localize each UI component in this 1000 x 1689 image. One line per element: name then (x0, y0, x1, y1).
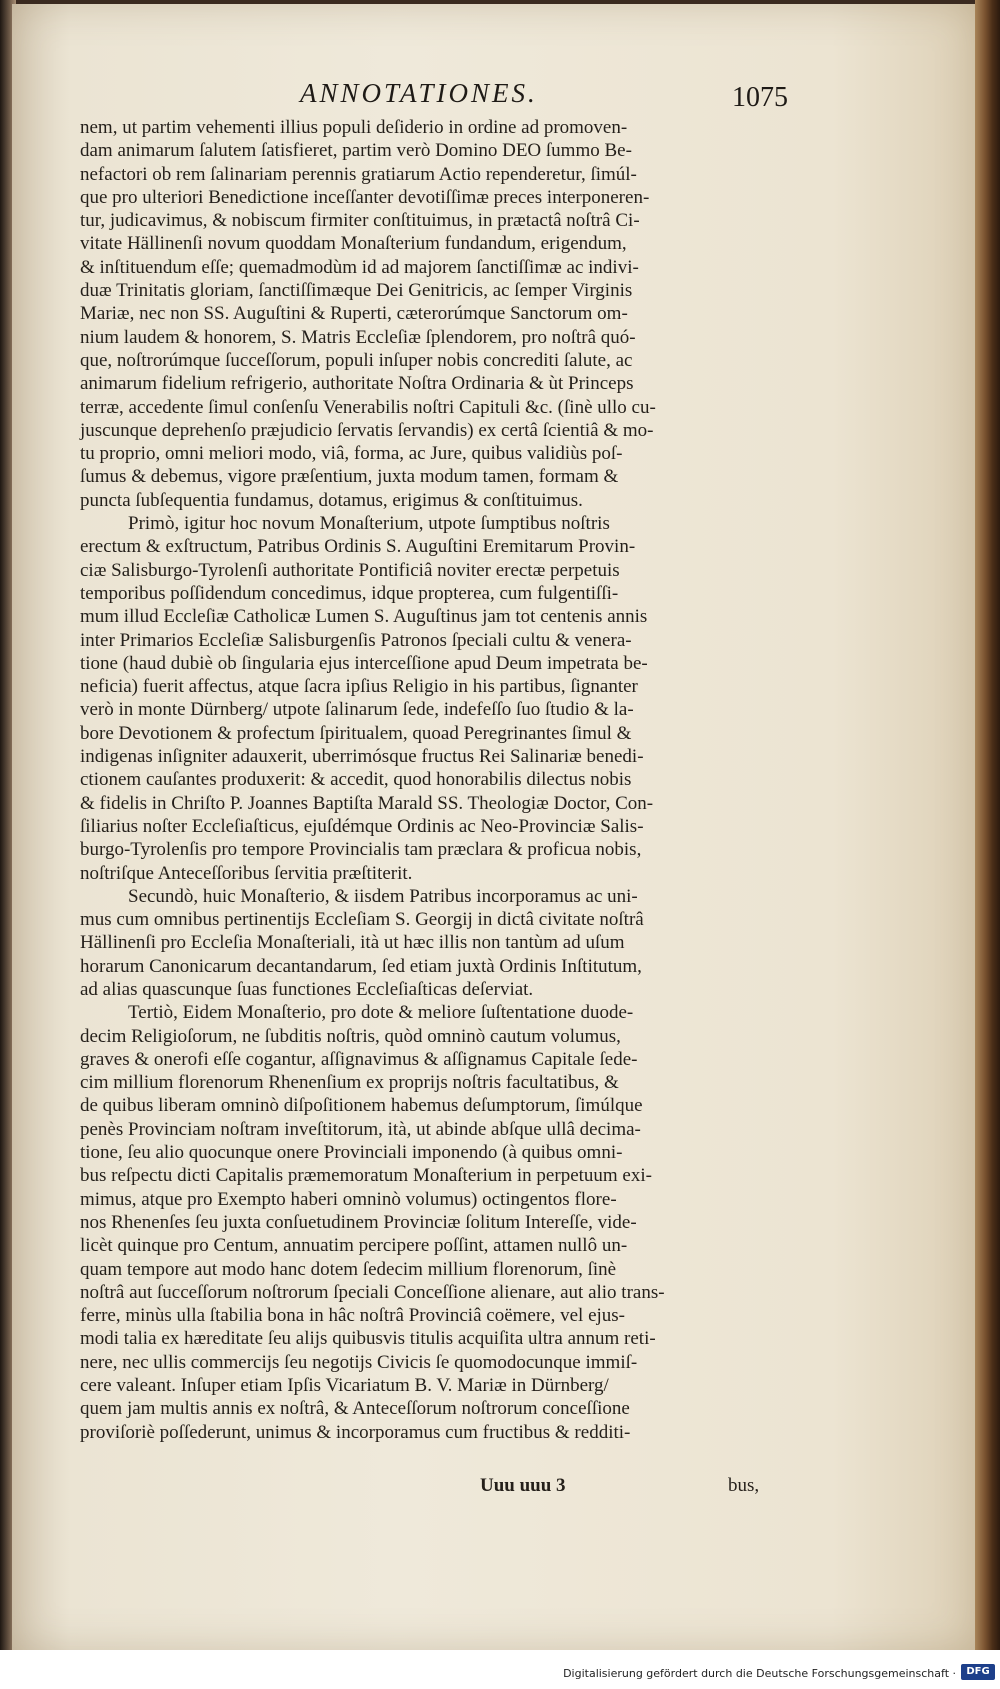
text-line: bore Devotionem & profectum ſpiritualem, quoad Peregrinantes ſimul & (80, 722, 632, 744)
text-line: bus reſpectu dicti Capitalis præmemoratum Monaſterium in perpetuum exi- (80, 1165, 652, 1187)
text-line: Hällinenſi pro Eccleſia Monaſteriali, ità ut hæc illis non tantùm ad uſum (80, 932, 625, 954)
text-line: puncta ſubſequentia fundamus, dotamus, erigimus & conſtituimus. (80, 489, 583, 511)
text-line: decim Religioſorum, ne ſubditis noſtris, quòd omninò cautum volumus, (80, 1025, 621, 1047)
text-line: noſtriſque Anteceſſoribus ſervitia præſtiterit. (80, 862, 413, 884)
text-line: Mariæ, nec non SS. Auguſtini & Ruperti, cæterorúmque Sanctorum om- (80, 303, 628, 325)
dfg-logo: DFG (961, 1664, 995, 1680)
text-line: quem jam multis annis ex noſtrâ, & Anteceſſorum noſtrorum conceſſione (80, 1398, 630, 1420)
text-line: tu proprio, omni meliori modo, viâ, forma, ac Jure, quibus validiùs poſ- (80, 443, 623, 465)
text-line: penès Provinciam noſtram inveſtitorum, ità, ut abinde abſque ullâ decima- (80, 1118, 641, 1140)
text-line: ferre, minùs ulla ſtabilia bona in hâc noſtrâ Provinciâ coëmere, vel ejus- (80, 1305, 625, 1327)
text-line: & fidelis in Chriſto P. Joannes Baptiſta Marald SS. Theologiæ Doctor, Con- (80, 792, 654, 814)
text-line: inter Primarios Eccleſiæ Salisburgenſis Patronos ſpeciali cultu & venera- (80, 629, 632, 651)
text-line: mum illud Eccleſiæ Catholicæ Lumen S. Auguſtinus jam tot centenis annis (80, 606, 648, 628)
text-line: nos Rhenenſes ſeu juxta conſuetudinem Provinciæ ſolitum Intereſſe, vide- (80, 1211, 637, 1233)
body-text (80, 116, 780, 1444)
text-line: Primò, igitur hoc novum Monaſterium, utpote ſumptibus noſtris (128, 513, 610, 535)
page-number: 1075 (732, 82, 788, 113)
text-line: ctionem cauſantes produxerit: & accedit, quod honorabilis dilectus nobis (80, 769, 632, 791)
text-line: indigenas inſigniter adauxerit, uberrimósque fructus Rei Salinariæ benedi- (80, 746, 644, 768)
book-edge-right (975, 0, 1000, 1689)
text-line: dam animarum ſalutem ſatisfieret, partim verò Domino DEO ſummo Be- (80, 140, 632, 162)
text-line: Secundò, huic Monaſterio, & iisdem Patribus incorporamus ac uni- (128, 885, 638, 907)
text-line: quam tempore aut modo hanc dotem ſedecim millium florenorum, ſinè (80, 1258, 617, 1280)
text-line: nium laudem & honorem, S. Matris Eccleſiæ ſplendorem, pro noſtrâ quó- (80, 326, 636, 348)
text-line: Tertiò, Eidem Monaſterio, pro dote & meliore ſuſtentatione duode- (128, 1002, 634, 1024)
text-line: vitate Hällinenſi novum quoddam Monaſterium fundandum, erigendum, (80, 233, 627, 255)
text-line: horarum Canonicarum decantandarum, ſed etiam juxtà Ordinis Inſtitutum, (80, 955, 642, 977)
text-line: tione (haud dubiè ob ſingularia ejus interceſſione apud Deum impetrata be- (80, 652, 648, 674)
text-line: ſumus & debemus, vigore præſentium, juxta modum tamen, formam & (80, 466, 619, 488)
text-line: ad alias quascunque ſuas functiones Eccleſiaſticas deſerviat. (80, 978, 534, 1000)
text-line: noſtrâ aut ſucceſſorum noſtrorum ſpeciali Conceſſione alienare, aut alio trans- (80, 1281, 665, 1303)
text-line: tione, ſeu alio quocunque onere Provinciali imponendo (à quibus omni- (80, 1142, 623, 1164)
text-line: nem, ut partim vehementi illius populi deſiderio in ordine ad promoven- (80, 117, 628, 138)
text-line: verò in monte Dürnberg/ utpote ſalinarum ſede, indefeſſo ſuo ſtudio & la- (80, 699, 634, 721)
text-line: de quibus liberam omninò diſpoſitionem habemus deſumptorum, ſimúlque (80, 1095, 643, 1117)
text-line: licèt quinque pro Centum, annuatim percipere poſſint, attamen nullô un- (80, 1235, 628, 1257)
text-line: nere, nec ullis commercijs ſeu negotijs Civicis ſe quomodocunque immiſ- (80, 1351, 638, 1373)
signature-mark: Uuu uuu 3 (480, 1475, 566, 1496)
text-line: neficia) fuerit affectus, atque ſacra ipſius Religio in his partibus, ſignanter (80, 676, 638, 698)
text-line: juscunque deprehenſo præjudicio ſervatis ſervandis) ex certâ ſcientiâ & mo- (80, 419, 654, 441)
text-line: temporibus poſſidendum concedimus, idque propterea, cum fulgentiſſi- (80, 582, 619, 604)
text-line: ciæ Salisburgo-Tyrolenſi authoritate Pontificiâ noviter erectæ perpetuis (80, 559, 620, 581)
text-line: que pro ulteriori Benedictione inceſſanter devotiſſimæ preces interponeren- (80, 186, 650, 208)
text-line: animarum fidelium refrigerio, authoritate Noſtra Ordinaria & ùt Princeps (80, 373, 634, 395)
text-line: erectum & exſtructum, Patribus Ordinis S. Auguſtini Eremitarum Provin- (80, 536, 636, 558)
text-line: mus cum omnibus pertinentijs Eccleſiam S. Georgij in dictâ civitate noſtrâ (80, 909, 644, 931)
text-line: que, noſtrorúmque ſucceſſorum, populi inſuper nobis concrediti ſalute, ac (80, 349, 633, 371)
text-line: cim millium florenorum Rhenenſium ex proprijs noſtris facultatibus, & (80, 1072, 619, 1094)
text-line: cere valeant. Inſuper etiam Ipſis Vicariatum B. V. Mariæ in Dürnberg/ (80, 1375, 609, 1397)
text-line: terræ, accedente ſimul conſenſu Venerabilis noſtri Capituli &c. (ſinè ullo cu- (80, 396, 656, 418)
text-line: proviſoriè poſſederunt, unimus & incorporamus cum fructibus & redditi- (80, 1421, 631, 1443)
text-line: & inſtituendum eſſe; quemadmodùm id ad majorem ſanctiſſimæ ac indivi- (80, 256, 639, 278)
catchword: bus, (728, 1475, 760, 1496)
text-line: modi talia ex hæreditate ſeu alijs quibusvis titulis acquiſita ultra annum reti- (80, 1328, 656, 1350)
running-head: ANNOTATIONES. (300, 78, 538, 108)
text-line: graves & onerofi eſſe cogantur, aſſignavimus & aſſignamus Capitale ſede- (80, 1048, 638, 1070)
text-line: tur, judicavimus, & nobiscum firmiter conſtituimus, in prætactâ noſtrâ Ci- (80, 210, 640, 232)
text-line: ſiliarius noſter Eccleſiaſticus, ejuſdémque Ordinis ac Neo-Provinciæ Salis- (80, 815, 644, 837)
text-line: nefactori ob rem ſalinariam perennis gratiarum Actio rependeretur, ſimúl- (80, 163, 637, 185)
funding-credit: Digitalisierung gefördert durch die Deutsche Forschungsgemeinschaft · (563, 1667, 956, 1680)
text-line: burgo-Tyrolenſis pro tempore Provincialis tam præclara & proficua nobis, (80, 839, 642, 861)
text-line: mimus, atque pro Exempto haberi omninò volumus) octingentos flore- (80, 1188, 617, 1210)
text-line: duæ Trinitatis gloriam, ſanctiſſimæque Dei Genitricis, ac ſemper Virginis (80, 280, 633, 302)
